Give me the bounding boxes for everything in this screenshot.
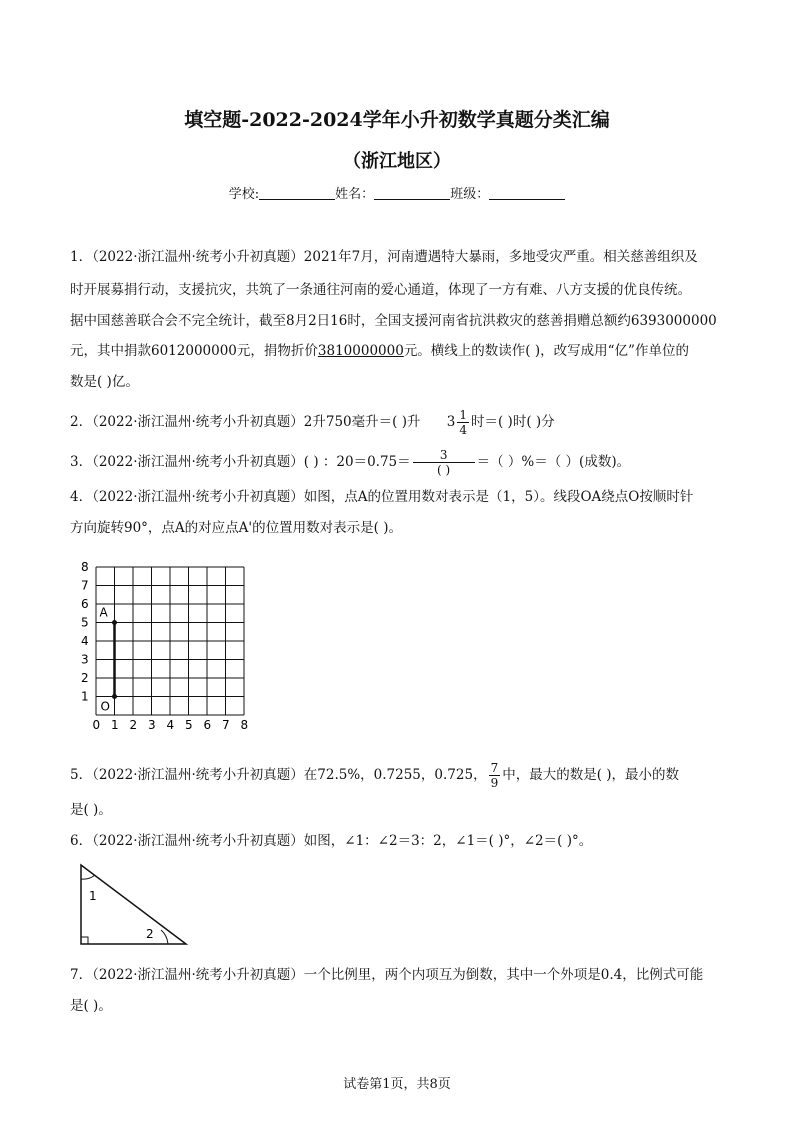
q1-line-4-end: 元。横线上的数读作( )，改写成用“亿”作单位的 (403, 343, 689, 359)
point-o (112, 694, 117, 699)
q2-text-a: 2．（2022·浙江温州·统考小升初真题）2升750毫升＝( )升 (70, 414, 421, 430)
q5-line-1 (70, 761, 679, 790)
x-tick-label: 3 (148, 718, 156, 732)
name-blank[interactable] (374, 187, 450, 200)
q5-fraction-num: 7 (490, 761, 499, 775)
angle-1-arc (81, 875, 95, 879)
q1-line-1: 1．（2022·浙江温州·统考小升初真题）2021年7月，河南遭遇特大暴雨，多地受灾严重。相关慈善组织及 (70, 249, 698, 265)
x-tick-label: 7 (222, 718, 230, 732)
y-tick-label: 5 (81, 615, 89, 630)
q1-line-4-start: 元，其中捐款6012000000元，捐物折价 (70, 343, 318, 359)
class-blank[interactable] (489, 187, 565, 200)
right-triangle (81, 865, 186, 944)
q3-text-a: 3．（2022·浙江温州·统考小升初真题）( ) ：20＝0.75＝ (70, 454, 411, 470)
q5-text-c: 中，最大的数是( )，最小的数 (502, 767, 680, 783)
y-tick-label: 7 (81, 578, 89, 593)
q4-line-1: 4．（2022·浙江温州·统考小升初真题）如图，点A的位置用数对表示是（1，5）。线段OA绕点O按顺时针 (70, 489, 694, 505)
q1-underlined-number: 3810000000 (317, 343, 404, 359)
x-tick-label: 4 (166, 718, 175, 732)
x-tick-label: 2 (129, 718, 138, 732)
q6-line-1: 6．（2022·浙江温州·统考小升初真题）如图，∠1：∠2＝3：2，∠1＝( )°，∠2＝( )°。 (70, 833, 593, 849)
q7-line-1: 7．（2022·浙江温州·统考小升初真题）一个比例里，两个内项互为倒数，其中一个外项是0.4，比例式可能 (70, 967, 704, 983)
angle-2-arc (161, 930, 168, 944)
x-tick-label: 1 (111, 718, 119, 732)
class-label: 班级： (450, 187, 490, 202)
q2-fraction-num: 1 (459, 408, 467, 422)
q3-fraction (413, 448, 475, 477)
point-o-label: O (100, 699, 110, 714)
y-tick-label: 2 (81, 671, 89, 685)
x-tick-label: 0 (92, 718, 101, 732)
q5-text-a: 5．（2022·浙江温州·统考小升初真题）在72.5%，0.7255，0.72 (70, 767, 465, 783)
x-tick-label: 5 (185, 718, 193, 732)
student-info-line (0, 183, 794, 202)
name-label: 姓名： (335, 187, 375, 202)
q1-line-3: 据中国慈善联合会不完全统计，截至8月2日16时，全国支援河南省抗洪救灾的慈善捐赠总额约6393000000 (70, 313, 717, 329)
y-tick-label: 1 (81, 689, 89, 704)
y-tick-label: 8 (81, 560, 89, 574)
y-tick-label: 4 (81, 634, 89, 648)
q3-fraction-num: 3 (413, 448, 475, 463)
q1-line-5: 数是( )亿。 (70, 374, 139, 390)
q1-line-4 (70, 341, 689, 361)
triangle-figure (72, 862, 197, 952)
q3-fraction-den: ( ) (437, 463, 451, 477)
x-tick-label: 6 (203, 718, 212, 732)
q2-line (70, 408, 555, 437)
point-a-label: A (99, 605, 108, 620)
page-footer: 试卷第1页，共8页 (343, 1077, 451, 1092)
coordinate-grid-figure (70, 555, 280, 740)
q5-line-2: 是( )。 (70, 802, 112, 818)
q4-line-2: 方向旋转90°，点A的对应点A'的位置用数对表示是( )。 (70, 520, 402, 536)
angle-2-label: 2 (146, 927, 154, 941)
school-blank[interactable] (259, 187, 335, 200)
q3-line (70, 448, 630, 477)
q3-text-b: ＝（ ）%＝（ ）(成数)。 (476, 454, 631, 470)
q2-fraction (457, 408, 469, 437)
point-a (112, 620, 117, 625)
q5-repeating-digit: 5̇ (464, 767, 474, 783)
right-angle-mark (81, 937, 88, 944)
q7-line-2: 是( )。 (70, 998, 112, 1014)
page-title: 填空题-2022-2024学年小升初数学真题分类汇编 (184, 109, 610, 131)
y-tick-label: 3 (81, 652, 89, 667)
y-tick-label: 6 (81, 597, 89, 611)
q5-fraction-den: 9 (490, 776, 499, 790)
q1-line-2: 时开展募捐行动，支援抗灾，共筑了一条通往河南的爱心通道，体现了一方有难、八方支援的优良传统。 (70, 282, 691, 298)
q5-fraction (489, 761, 501, 790)
q5-text-b: ， (473, 767, 487, 783)
angle-1-label: 1 (89, 889, 97, 903)
x-tick-label: 8 (240, 718, 249, 732)
page-subtitle: （浙江地区） (343, 151, 451, 172)
grid-lines (96, 567, 244, 715)
q2-text-b: 时＝( )时( )分 (471, 414, 555, 430)
school-label: 学校: (228, 187, 260, 202)
q2-fraction-den: 4 (459, 423, 467, 437)
q2-mixed-whole: 3 (446, 414, 456, 430)
